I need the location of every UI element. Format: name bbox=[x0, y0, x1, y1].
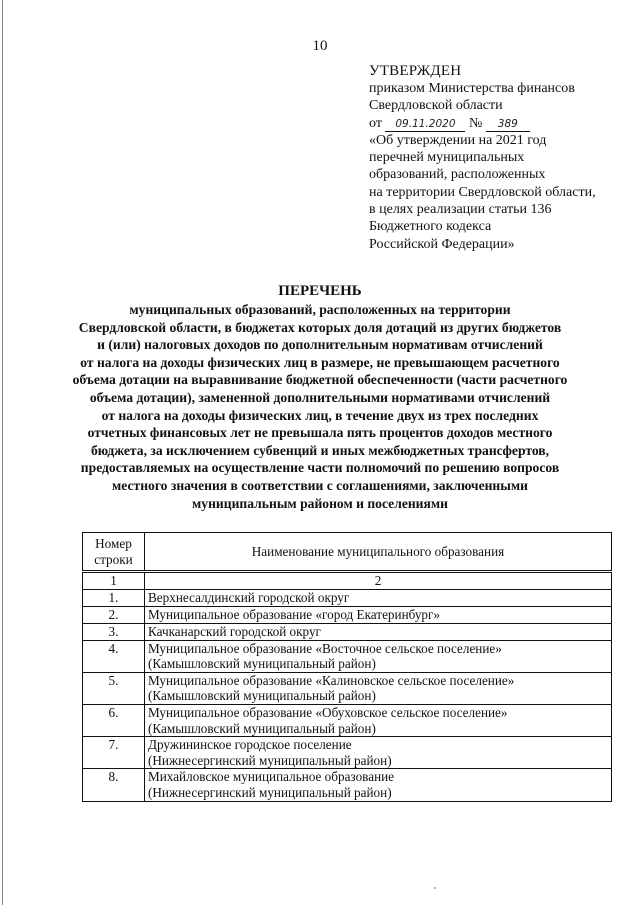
approval-quote-line: Российской Федерации» bbox=[369, 236, 515, 252]
row-name-line: Муниципальное образование «Обуховское сельское поселение» bbox=[148, 704, 508, 720]
row-name-district: (Камышловский муниципальный район) bbox=[148, 688, 376, 704]
row-name-line: Дружининское городское поселение bbox=[148, 737, 352, 753]
date-prefix: от bbox=[369, 115, 382, 131]
row-number: 2. bbox=[83, 606, 145, 623]
date-value: 09.11.2020 bbox=[385, 117, 465, 132]
row-number: 6. bbox=[83, 704, 145, 736]
approval-quote-line: на территории Свердловской области, bbox=[369, 184, 596, 200]
table-header-row bbox=[83, 533, 612, 572]
heading-line: от налога на доходы физических лиц, в течение двух из трех последних bbox=[101, 407, 539, 423]
municipalities-table bbox=[82, 532, 612, 802]
row-name-line: Муниципальное образование «Восточное сельское поселение» bbox=[148, 640, 502, 656]
approval-quote-line: образований, расположенных bbox=[369, 167, 546, 183]
table-row bbox=[83, 737, 612, 769]
heading-title: ПЕРЕЧЕНЬ bbox=[278, 283, 362, 299]
heading-line: объема дотации на выравнивание бюджетной обеспеченности (части расчетного bbox=[72, 372, 568, 388]
table-row bbox=[83, 672, 612, 704]
row-name bbox=[145, 769, 612, 801]
row-name-line: Михайловское муниципальное образование bbox=[148, 769, 395, 785]
row-number: 3. bbox=[83, 623, 145, 640]
approval-quote-line: в целях реализации статьи 136 bbox=[369, 202, 552, 218]
row-name-district: (Камышловский муниципальный район) bbox=[148, 656, 376, 672]
table-row bbox=[83, 704, 612, 736]
column-number: 2 bbox=[145, 572, 612, 590]
header-name: Наименование муниципального образования bbox=[145, 533, 612, 572]
row-name: Качканарский городской округ bbox=[145, 623, 612, 640]
heading-line: Свердловской области, в бюджетах которых доля дотаций из других бюджетов bbox=[78, 319, 562, 335]
document-heading bbox=[0, 283, 640, 512]
approval-date-line bbox=[369, 115, 629, 132]
table-row bbox=[83, 606, 612, 623]
table-row bbox=[83, 623, 612, 640]
table-row bbox=[83, 769, 612, 801]
number-prefix: № bbox=[468, 115, 483, 131]
header-number-line2: строки bbox=[94, 551, 133, 567]
table-row bbox=[83, 640, 612, 672]
heading-line: объема дотации), замененной дополнительными нормативами отчислений bbox=[89, 389, 551, 405]
header-number-line1: Номер bbox=[95, 535, 132, 551]
row-name-district: (Камышловский муниципальный район) bbox=[148, 720, 376, 736]
heading-line: отчетных финансовых лет не превышала пять процентов доходов местного bbox=[87, 425, 553, 441]
row-name-district: (Нижнесергинский муниципальный район) bbox=[148, 784, 392, 800]
row-name-district: (Нижнесергинский муниципальный район) bbox=[148, 752, 392, 768]
approval-line: приказом Министерства финансов bbox=[369, 81, 575, 96]
approval-quote-line: Бюджетного кодекса bbox=[369, 219, 492, 235]
row-name bbox=[145, 672, 612, 704]
approval-block bbox=[369, 62, 629, 253]
heading-line: местного значения в соответствии с соглашениями, заключенными bbox=[112, 477, 528, 493]
row-name bbox=[145, 737, 612, 769]
heading-line: и (или) налоговых доходов по дополнительным нормативам отчислений bbox=[97, 337, 543, 353]
row-name: Верхнесалдинский городской округ bbox=[145, 589, 612, 606]
row-name: Муниципальное образование «город Екатеринбург» bbox=[145, 606, 612, 623]
row-number: 1. bbox=[83, 589, 145, 606]
row-number: 5. bbox=[83, 672, 145, 704]
page-number: 10 bbox=[312, 38, 328, 54]
row-number: 8. bbox=[83, 769, 145, 801]
heading-line: бюджета, за исключением субвенций и иных межбюджетных трансфертов, bbox=[90, 442, 550, 458]
approval-title: УТВЕРЖДЕН bbox=[369, 63, 462, 79]
row-number: 4. bbox=[83, 640, 145, 672]
row-name-line: Муниципальное образование «Калиновское сельское поселение» bbox=[148, 672, 515, 688]
column-number: 1 bbox=[83, 572, 145, 590]
heading-line: предоставляемых на осуществление части полномочий по решению вопросов bbox=[80, 460, 560, 476]
approval-line: Свердловской области bbox=[369, 98, 503, 114]
heading-line: муниципальных образований, расположенных на территории bbox=[129, 302, 511, 317]
heading-line: от налога на доходы физических лиц в размере, не превышающем расчетного bbox=[80, 354, 560, 370]
heading-line: муниципальным районом и поселениями bbox=[192, 495, 448, 511]
approval-quote-line: перечней муниципальных bbox=[369, 150, 525, 166]
header-row-number bbox=[83, 533, 145, 572]
table-row bbox=[83, 589, 612, 606]
column-number-row bbox=[83, 572, 612, 590]
scan-speck bbox=[434, 887, 436, 889]
row-number: 7. bbox=[83, 737, 145, 769]
number-value: 389 bbox=[486, 117, 530, 132]
row-name bbox=[145, 704, 612, 736]
approval-quote-line: «Об утверждении на 2021 год bbox=[369, 132, 547, 148]
row-name bbox=[145, 640, 612, 672]
